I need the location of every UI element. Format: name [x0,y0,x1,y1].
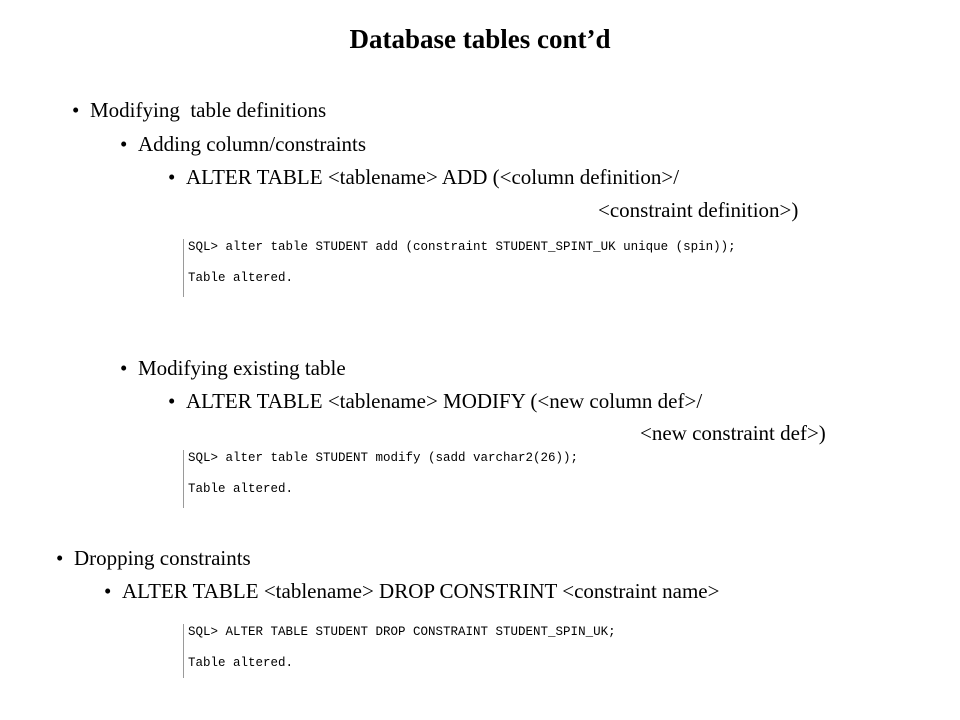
bullet-text: ALTER TABLE <tablename> DROP CONSTRINT <constraint name> [122,579,720,603]
sql-result: Table altered. [188,656,294,670]
sql-console-drop [183,624,616,678]
bullet-drop-syntax [104,578,719,604]
add-syntax-continuation: <constraint definition>) [598,198,799,222]
sql-result: Table altered. [188,271,294,285]
bullet-add-syntax [168,164,679,190]
bullet-modifying-table-definitions [72,97,326,123]
bullet-text: Modifying existing table [138,356,346,380]
sql-result: Table altered. [188,482,294,496]
bullet-marker: • [56,546,64,570]
bullet-marker: • [120,132,128,156]
sql-command: SQL> alter table STUDENT add (constraint STUDENT_SPINT_UK unique (spin)); [188,240,736,254]
bullet-modifying-existing-table [120,355,346,381]
bullet-text: Dropping constraints [74,546,251,570]
bullet-text: Modifying table definitions [90,98,327,122]
sql-command: SQL> ALTER TABLE STUDENT DROP CONSTRAINT STUDENT_SPIN_UK; [188,625,616,639]
bullet-marker: • [72,98,80,122]
bullet-dropping-constraints [56,545,251,571]
bullet-text: ALTER TABLE <tablename> MODIFY (<new column def>/ [186,389,703,413]
slide-title: Database tables cont’d [349,24,611,54]
bullet-marker: • [104,579,112,603]
bullet-marker: • [120,356,128,380]
sql-console-modify [183,450,578,508]
bullet-text: ALTER TABLE <tablename> ADD (<column definition>/ [186,165,680,189]
sql-command: SQL> alter table STUDENT modify (sadd varchar2(26)); [188,451,579,465]
bullet-marker: • [168,389,176,413]
bullet-text: Adding column/constraints [138,132,367,156]
bullet-marker: • [168,165,176,189]
bullet-modify-syntax [168,388,702,414]
sql-console-add [183,239,736,297]
modify-syntax-continuation: <new constraint def>) [640,421,826,445]
bullet-adding-columns [120,131,366,157]
